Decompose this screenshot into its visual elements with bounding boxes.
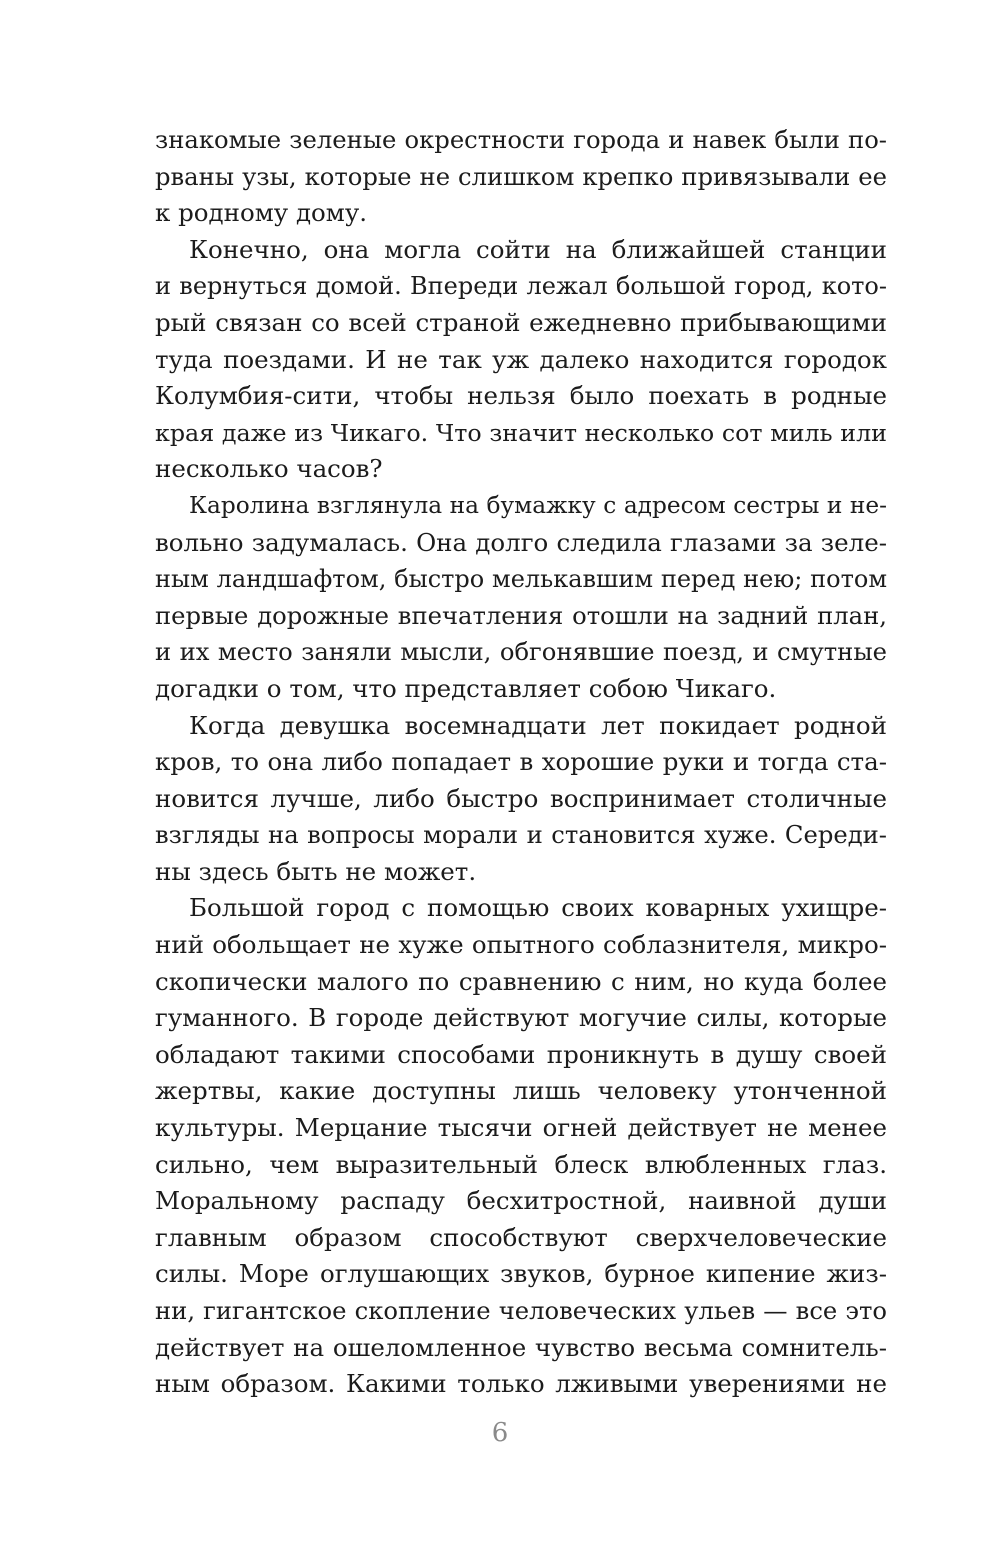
text-line: и вернуться домой. Впереди лежал большой город, кото- xyxy=(155,272,887,301)
text-line: края даже из Чикаго. Что значит несколько сот миль или xyxy=(155,418,887,447)
text-line: ны здесь быть не может. xyxy=(155,856,477,886)
text-line: Колумбия-сити, чтобы нельзя было поехать в родные xyxy=(155,381,887,411)
text-line: вольно задумалась. Она долго следила глазами за зеле- xyxy=(155,527,887,557)
text-line: жертвы, какие доступны лишь человеку утонченной xyxy=(155,1076,887,1106)
body-text xyxy=(155,122,887,1403)
text-line: Конечно, она могла сойти на ближайшей станции xyxy=(189,234,887,264)
text-line: и их место заняли мысли, обгонявшие поезд, и смутные xyxy=(155,637,887,667)
text-line: культуры. Мерцание тысячи огней действует не менее xyxy=(155,1113,887,1143)
text-line: Когда девушка восемнадцати лет покидает родной xyxy=(189,710,887,740)
text-line: силы. Море оглушающих звуков, бурное кипение жиз- xyxy=(155,1259,887,1289)
text-line: Большой город с помощью своих коварных ухищре- xyxy=(189,893,887,923)
text-line: туда поездами. И не так уж далеко находится городок xyxy=(155,344,887,374)
text-line: кров, то она либо попадает в хорошие руки и тогда ста- xyxy=(155,747,887,777)
text-line: Моральному распаду бесхитростной, наивной души xyxy=(155,1186,887,1216)
text-line: рый связан со всей страной ежедневно прибывающими xyxy=(155,307,887,337)
text-line: Каролина взглянула на бумажку с адресом сестры и не- xyxy=(189,491,887,519)
text-line: к родному дому. xyxy=(155,198,368,228)
text-line: скопически малого по сравнению с ним, но куда более xyxy=(155,966,887,996)
text-line: обладают такими способами проникнуть в душу своей xyxy=(155,1039,887,1069)
text-line: ным ландшафтом, быстро мелькавшим перед нею; потом xyxy=(155,565,887,594)
text-line: ным образом. Какими только лживыми уверениями не xyxy=(155,1369,887,1399)
text-line: знакомые зеленые окрестности города и навек были по- xyxy=(155,125,887,154)
text-line: догадки о том, что представляет собою Чикаго. xyxy=(155,673,777,703)
text-line: главным образом способствуют сверхчеловеческие xyxy=(155,1222,887,1252)
text-line: новится лучше, либо быстро воспринимает столичные xyxy=(155,783,887,813)
text-line: взгляды на вопросы морали и становится хуже. Середи- xyxy=(155,820,887,850)
text-line: рваны узы, которые не слишком крепко привязывали ее xyxy=(155,161,887,191)
text-line: ний обольщает не хуже опытного соблазнителя, микро- xyxy=(155,930,887,960)
text-line: сильно, чем выразительный блеск влюбленных глаз. xyxy=(155,1149,887,1179)
text-line: несколько часов? xyxy=(155,454,383,484)
text-line: гуманного. В городе действуют могучие силы, которые xyxy=(155,1003,887,1033)
text-line: первые дорожные впечатления отошли на задний план, xyxy=(155,600,887,630)
text-line: действует на ошеломленное чувство весьма сомнитель- xyxy=(155,1332,887,1362)
page-number: 6 xyxy=(491,1418,509,1448)
text-line: ни, гигантское скопление человеческих ульев — все это xyxy=(155,1296,887,1325)
